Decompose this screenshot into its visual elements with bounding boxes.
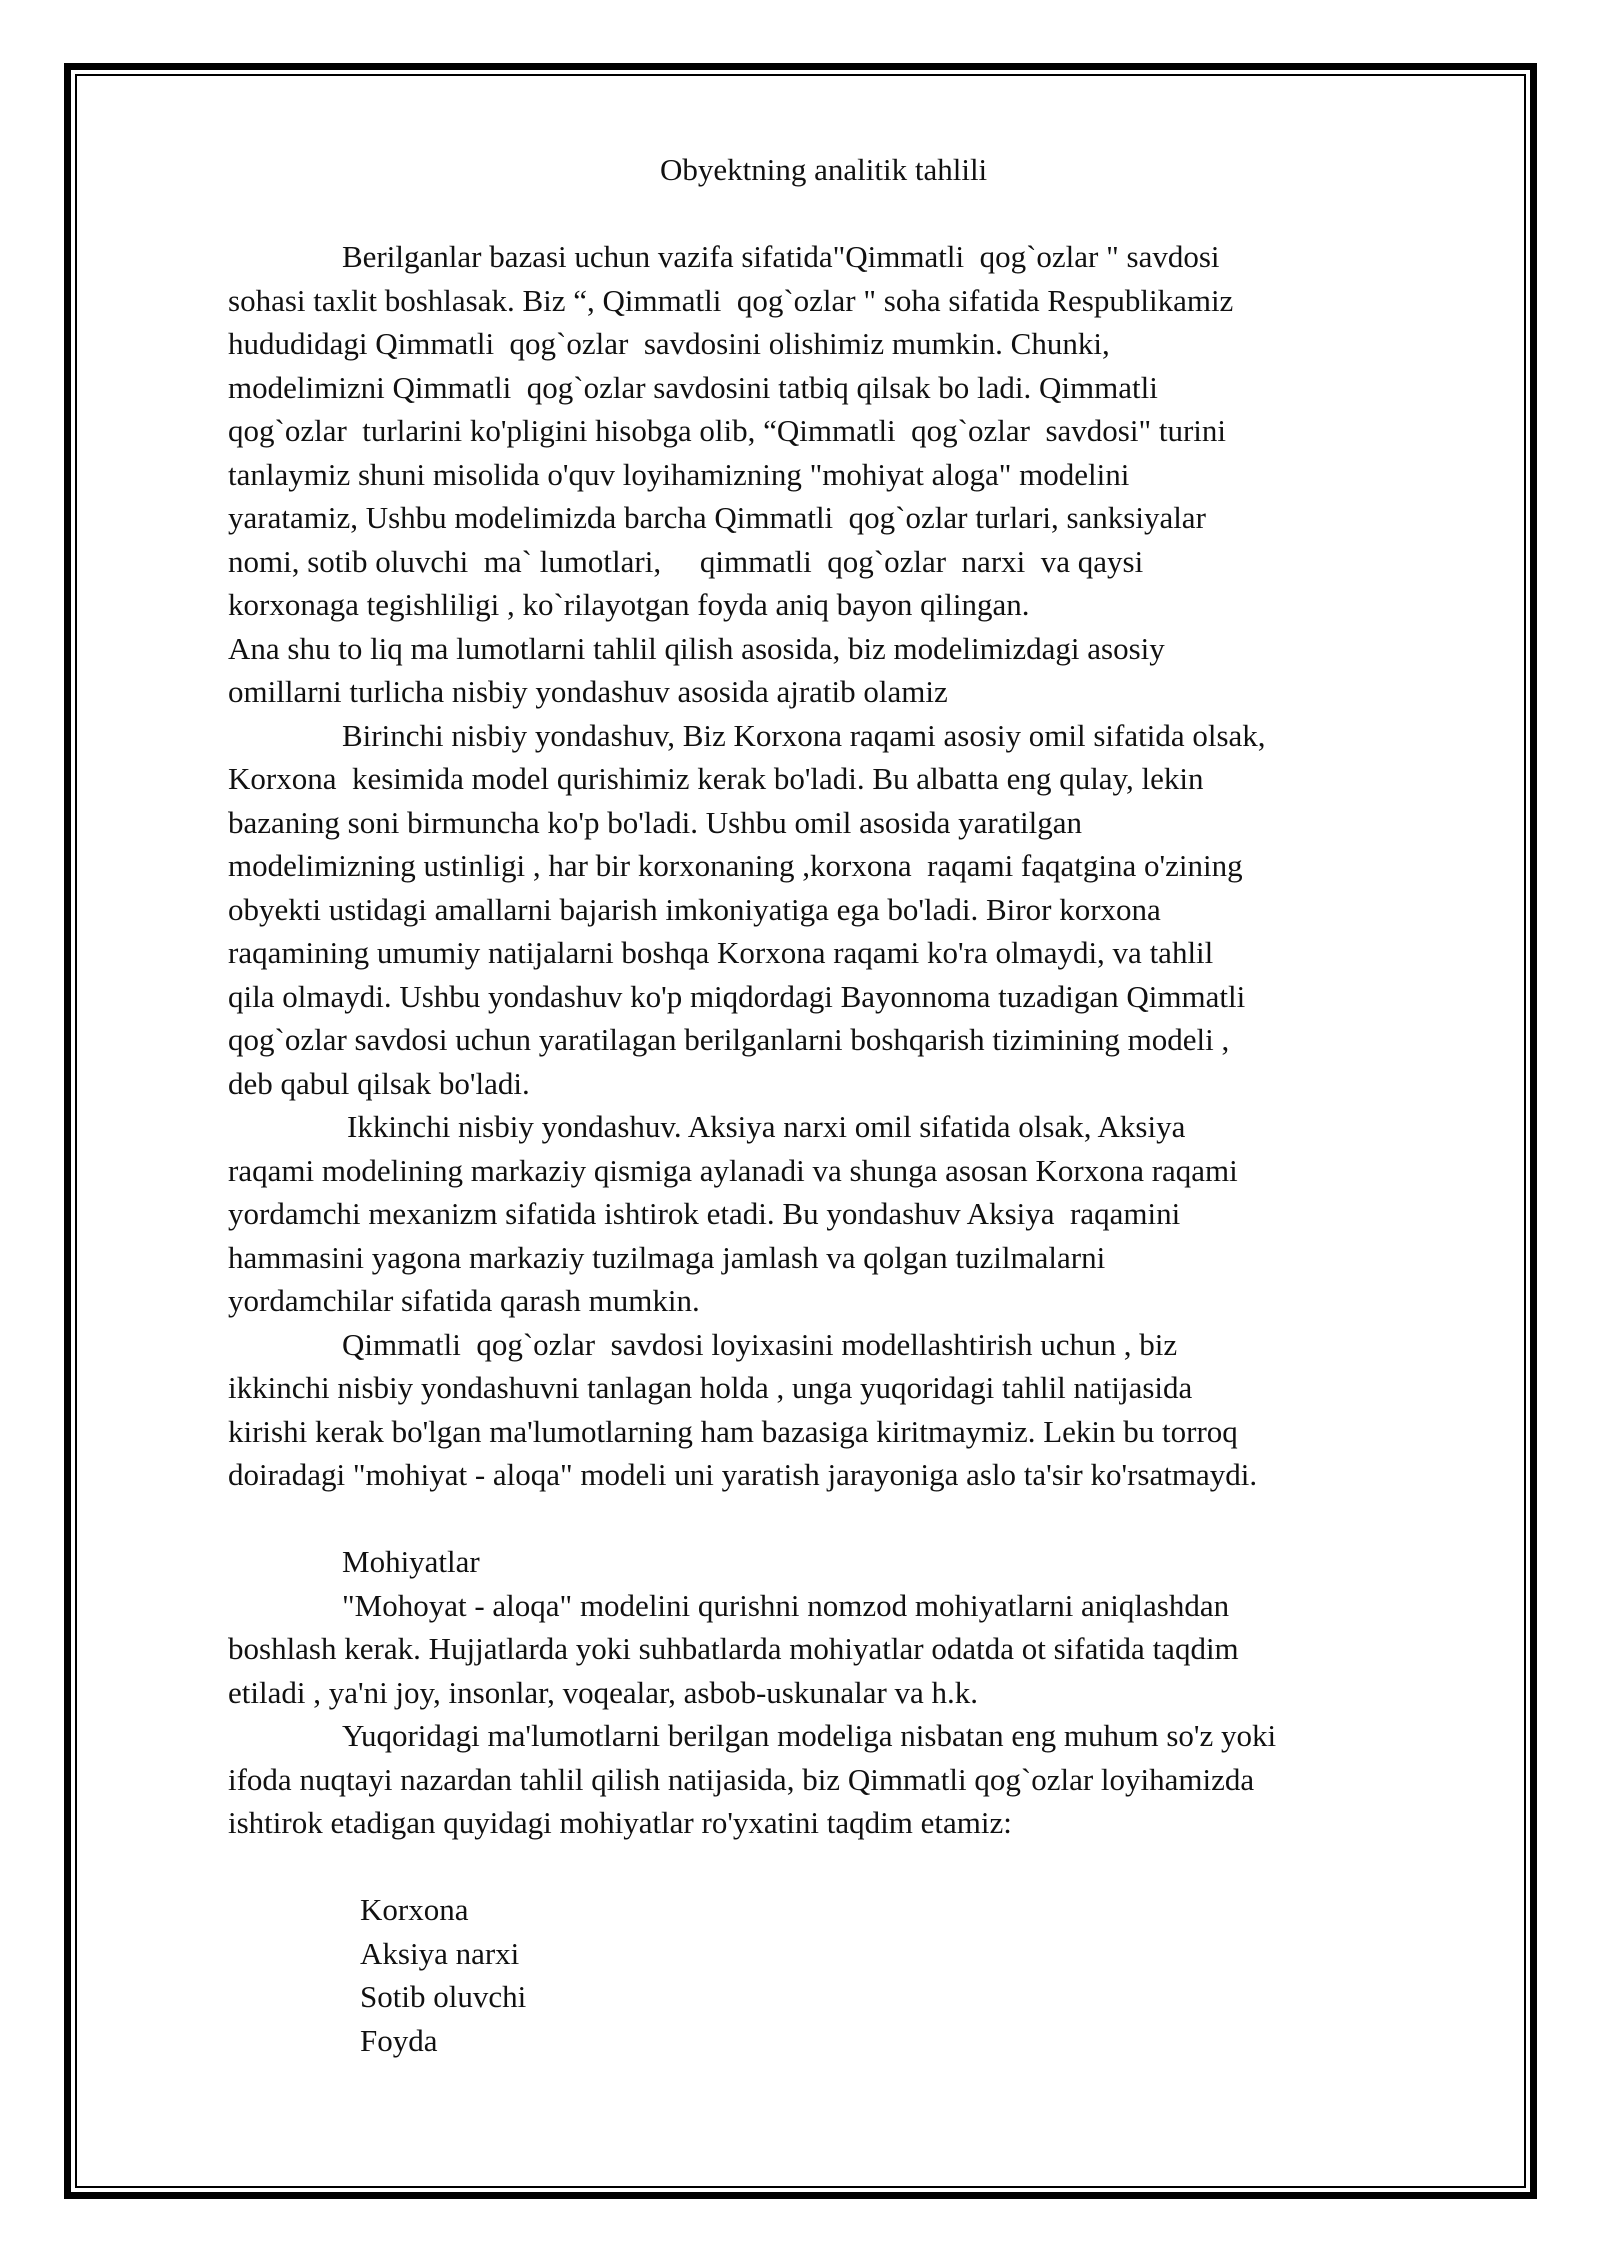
text-line: modelimizning ustinligi , har bir korxonaning ,korxona raqami faqatgina o'zining <box>228 848 1243 883</box>
text-line: Ikkinchi nisbiy yondashuv. Aksiya narxi omil sifatida olsak, Aksiya <box>347 1109 1186 1144</box>
list-item: Foyda <box>360 2022 438 2058</box>
text-line: hududidagi Qimmatli qog`ozlar savdosini olishimiz mumkin. Chunki, <box>228 326 1110 361</box>
text-line: kirishi kerak bo'lgan ma'lumotlarning ham bazasiga kiritmaymiz. Lekin bu torroq <box>228 1413 1238 1449</box>
text-line: Birinchi nisbiy yondashuv, Biz Korxona raqami asosiy omil sifatida olsak, <box>342 717 1266 753</box>
document-body <box>228 148 1528 2062</box>
text-line: sohasi taxlit boshlasak. Biz “, Qimmatli qog`ozlar " soha sifatida Respublikamiz <box>228 282 1234 318</box>
text-line: ikkinchi nisbiy yondashuvni tanlagan holda , unga yuqoridagi tahlil natijasida <box>228 1370 1193 1405</box>
list-item: Sotib oluvchi <box>360 1979 527 2014</box>
text-line: qog`ozlar savdosi uchun yaratilagan berilganlarni boshqarish tizimining modeli , <box>228 1022 1230 1057</box>
text-line: qog`ozlar turlarini ko'pligini hisobga olib, “Qimmatli qog`ozlar savdosi" turini <box>228 413 1227 448</box>
text-line: Ana shu to liq ma lumotlarni tahlil qilish asosida, biz modelimizdagi asosiy <box>228 630 1165 666</box>
text-line: qila olmaydi. Ushbu yondashuv ko'p miqdordagi Bayonnoma tuzadigan Qimmatli <box>228 978 1246 1014</box>
blank-line <box>228 1497 1528 1541</box>
text-line: obyekti ustidagi amallarni bajarish imkoniyatiga ega bo'ladi. Biror korxona <box>228 891 1161 927</box>
text-line: etiladi , ya'ni joy, insonlar, voqealar, asbob-uskunalar va h.k. <box>228 1674 979 1710</box>
text-line: Yuqoridagi ma'lumotlarni berilgan modeliga nisbatan eng muhum so'z yoki <box>342 1718 1277 1753</box>
text-line: modelimizni Qimmatli qog`ozlar savdosini tatbiq qilsak bo ladi. Qimmatli <box>228 369 1158 405</box>
text-line: bazaning soni birmuncha ko'p bo'ladi. Ushbu omil asosida yaratilgan <box>228 804 1083 840</box>
text-line: "Mohoyat - aloqa" modelini qurishni nomzod mohiyatlarni aniqlashdan <box>342 1587 1230 1623</box>
text-line: yaratamiz, Ushbu modelimizda barcha Qimmatli qog`ozlar turlari, sanksiyalar <box>228 500 1206 535</box>
text-line: korxonaga tegishliligi , ko`rilayotgan foyda aniq bayon qilingan. <box>228 587 1030 622</box>
text-line: hammasini yagona markaziy tuzilmaga jamlash va qolgan tuzilmalarni <box>228 1239 1106 1275</box>
text-line: Berilganlar bazasi uchun vazifa sifatida"Qimmatli qog`ozlar " savdosi <box>342 239 1220 274</box>
text-line: raqamining umumiy natijalarni boshqa Korxona raqami ko'ra olmaydi, va tahlil <box>228 935 1214 970</box>
list-item: Korxona <box>360 1892 469 1927</box>
list-item: Aksiya narxi <box>360 1935 520 1971</box>
text-line: omillarni turlicha nisbiy yondashuv asosida ajratib olamiz <box>228 674 948 709</box>
text-line: raqami modelining markaziy qismiga aylanadi va shunga asosan Korxona raqami <box>228 1152 1238 1188</box>
blank-line <box>228 1845 1528 1889</box>
text-line: tanlaymiz shuni misolida o'quv loyihamizning "mohiyat aloga" modelini <box>228 456 1130 492</box>
text-line: yordamchi mexanizm sifatida ishtirok etadi. Bu yondashuv Aksiya raqamini <box>228 1196 1181 1231</box>
document-title: Obyektning analitik tahlili <box>660 152 988 187</box>
text-line: nomi, sotib oluvchi ma` lumotlari, qimmatli qog`ozlar narxi va qaysi <box>228 543 1144 579</box>
text-line: ifoda nuqtayi nazardan tahlil qilish natijasida, biz Qimmatli qog`ozlar loyihamizda <box>228 1761 1255 1797</box>
text-line: Qimmatli qog`ozlar savdosi loyixasini modellashtirish uchun , biz <box>342 1326 1178 1362</box>
text-line: deb qabul qilsak bo'ladi. <box>228 1065 530 1101</box>
text-line: Korxona kesimida model qurishimiz kerak bo'ladi. Bu albatta eng qulay, lekin <box>228 761 1204 796</box>
text-line: doiradagi "mohiyat - aloqa" modeli uni yaratish jarayoniga aslo ta'sir ko'rsatmaydi. <box>228 1457 1258 1492</box>
text-line: ishtirok etadigan quyidagi mohiyatlar ro'yxatini taqdim etamiz: <box>228 1805 1012 1840</box>
text-line: yordamchilar sifatida qarash mumkin. <box>228 1283 700 1318</box>
section-heading: Mohiyatlar <box>342 1544 480 1579</box>
text-line: boshlash kerak. Hujjatlarda yoki suhbatlarda mohiyatlar odatda ot sifatida taqdim <box>228 1631 1239 1666</box>
